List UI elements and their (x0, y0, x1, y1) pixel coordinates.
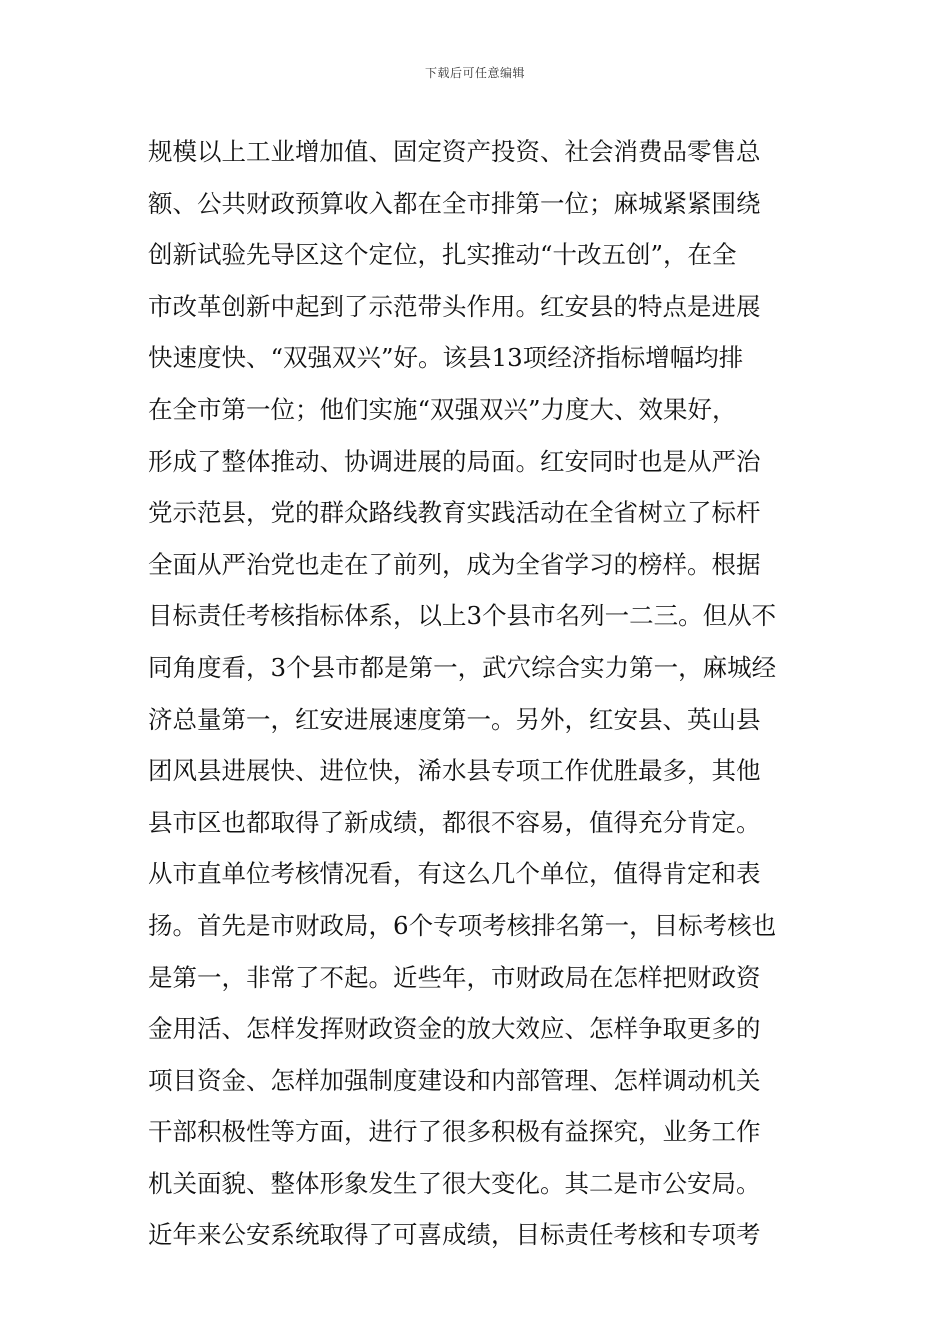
text-line: 干部积极性等方面，进行了很多积极有益探究，业务工作 (148, 1117, 761, 1147)
document-body (148, 128, 808, 1263)
text-line: 形成了整体推动、协调进展的局面。红安同时也是从严治 (148, 446, 761, 476)
text-line: 目标责任考核指标体系，以上3个县市名列一二三。但从不 (148, 601, 777, 631)
text-line: 团风县进展快、进位快，浠水县专项工作优胜最多，其他 (148, 756, 761, 786)
text-line: 机关面貌、整体形象发生了很大变化。其二是市公安局。 (148, 1168, 761, 1198)
page-header: 下载后可任意编辑 (424, 66, 525, 80)
text-line: 是第一，非常了不起。近些年，市财政局在怎样把财政资 (148, 962, 761, 992)
text-line: 规模以上工业增加值、固定资产投资、社会消费品零售总 (148, 137, 761, 166)
text-line: 创新试验先导区这个定位，扎实推动“十改五创”，在全 (148, 240, 737, 270)
text-line: 项目资金、怎样加强制度建设和内部管理、怎样调动机关 (148, 1065, 761, 1095)
text-line: 近年来公安系统取得了可喜成绩，目标责任考核和专项考 (148, 1220, 761, 1250)
text-line: 市改革创新中起到了示范带头作用。红安县的特点是进展 (148, 291, 761, 321)
text-line: 从市直单位考核情况看，有这么几个单位，值得肯定和表 (148, 859, 761, 889)
text-line: 党示范县，党的群众路线教育实践活动在全省树立了标杆 (148, 498, 761, 528)
text-line: 县市区也都取得了新成绩，都很不容易，值得充分肯定。 (148, 807, 761, 837)
text-line: 扬。首先是市财政局，6个专项考核排名第一，目标考核也 (148, 910, 777, 940)
text-line: 金用活、怎样发挥财政资金的放大效应、怎样争取更多的 (148, 1014, 761, 1044)
text-line: 在全市第一位；他们实施“双强双兴”力度大、效果好， (148, 394, 737, 424)
text-line: 济总量第一，红安进展速度第一。另外，红安县、英山县 (148, 704, 761, 734)
text-line: 全面从严治党也走在了前列，成为全省学习的榜样。根据 (148, 549, 761, 579)
text-line: 快速度快、“双强双兴”好。该县13项经济指标增幅均排 (148, 343, 744, 373)
text-line: 同角度看，3个县市都是第一，武穴综合实力第一，麻城经 (148, 652, 777, 682)
text-line: 额、公共财政预算收入都在全市排第一位；麻城紧紧围绕 (148, 188, 761, 218)
